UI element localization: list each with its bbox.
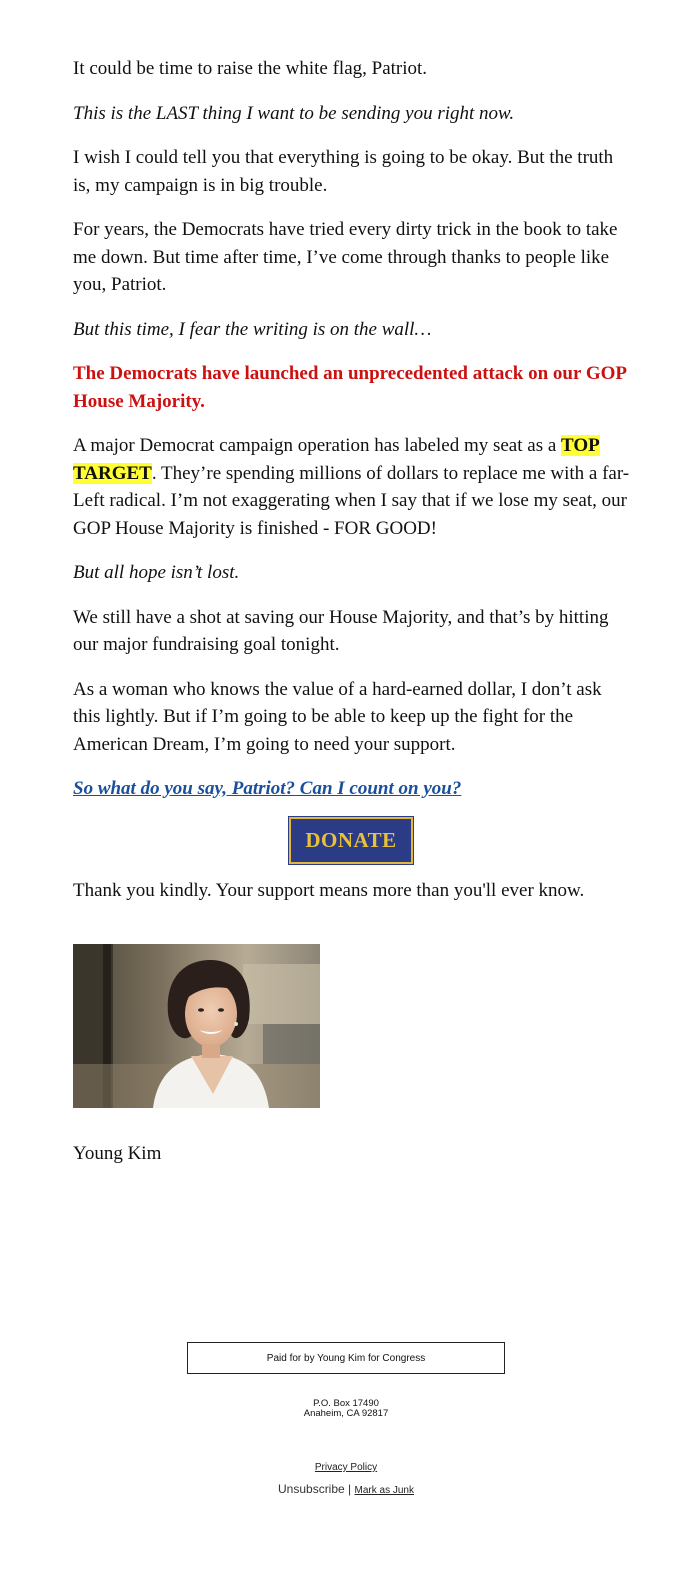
paragraph: I wish I could tell you that everything is going to be okay. But the truth is, my campaign is in big trouble. xyxy=(73,147,614,196)
cta-paragraph xyxy=(73,775,633,803)
address-line: P.O. Box 17490 xyxy=(313,1398,379,1409)
paid-for-disclaimer xyxy=(187,1342,505,1374)
candidate-photo xyxy=(73,944,320,1108)
target-paragraph xyxy=(73,432,633,542)
italic-line: But this time, I fear the writing is on the wall… xyxy=(73,318,432,340)
address-line: Anaheim, CA 92817 xyxy=(303,1408,389,1419)
paragraph-text: A major Democrat campaign operation has labeled my seat as a xyxy=(73,435,562,456)
email-body xyxy=(73,55,633,922)
signature-name: Young Kim xyxy=(73,1143,162,1164)
mailing-address xyxy=(0,1399,692,1419)
paragraph-text: . They’re spending millions of dollars to replace me with a far-Left radical. I’m not exaggerating when I say that if we lose my seat, our GOP House Majority is finished - FOR GOOD! xyxy=(73,462,630,539)
donate-container xyxy=(73,817,633,865)
paragraph: We still have a shot at saving our House Majority, and that’s by hitting our major fundraising goal tonight. xyxy=(73,606,609,655)
italic-line: But all hope isn’t lost. xyxy=(73,562,240,583)
donate-button[interactable]: DONATE xyxy=(289,817,412,865)
opening-line: It could be time to raise the white flag, Patriot. xyxy=(73,58,428,79)
top-target-highlight: TOP TARGET xyxy=(73,435,600,484)
paragraph: For years, the Democrats have tried every dirty trick in the book to take me down. But time after time, I’ve come through thanks to people like you, Patriot. xyxy=(73,219,618,295)
paid-for-text: Paid for by Young Kim for Congress xyxy=(266,1352,426,1364)
red-headline: The Democrats have launched an unprecedented attack on our GOP House Majority. xyxy=(73,363,626,412)
privacy-row xyxy=(0,1462,692,1473)
unsubscribe-text[interactable]: Unsubscribe xyxy=(278,1482,345,1496)
mark-as-junk-link[interactable]: Mark as Junk xyxy=(354,1485,414,1496)
separator: | xyxy=(348,1482,352,1496)
privacy-policy-link[interactable]: Privacy Policy xyxy=(314,1462,378,1473)
italic-line: This is the LAST thing I want to be sending you right now. xyxy=(73,102,515,124)
unsubscribe-row xyxy=(0,1482,692,1496)
cta-link[interactable]: So what do you say, Patriot? Can I count on you? xyxy=(73,778,462,799)
thank-you-line: Thank you kindly. Your support means more than you'll ever know. xyxy=(73,880,585,901)
paragraph: As a woman who knows the value of a hard-earned dollar, I don’t ask this lightly. But if I’m going to be able to keep up the fight for the American Dream, I’m going to need your support. xyxy=(73,678,602,755)
